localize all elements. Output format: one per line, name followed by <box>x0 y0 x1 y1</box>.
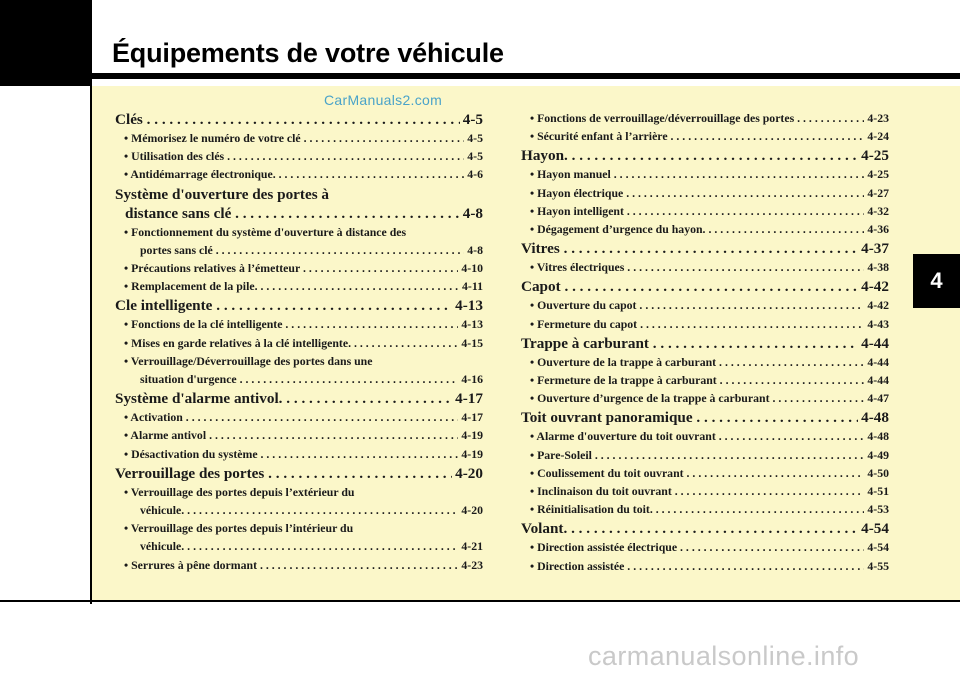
toc-entry-page: 4-44 <box>864 353 889 371</box>
toc-section-entry[interactable] <box>115 296 483 315</box>
toc-entry-page: 4-48 <box>858 408 889 427</box>
toc-entry-label: distance sans clé <box>125 204 232 222</box>
toc-subentry[interactable] <box>521 202 889 220</box>
toc-entry-label: Vitres <box>521 240 560 258</box>
toc-entry-leader <box>530 446 889 464</box>
toc-entry-leader <box>124 556 483 574</box>
toc-entry-leader <box>124 165 483 183</box>
toc-entry-leader <box>530 389 889 407</box>
toc-entry-page: 4-50 <box>864 464 889 482</box>
toc-subentry[interactable] <box>521 258 889 276</box>
toc-subentry[interactable] <box>521 184 889 202</box>
toc-entry-page: 4-5 <box>460 110 483 129</box>
toc-section-entry[interactable] <box>521 334 889 353</box>
toc-entry-label: Verrouillage des portes <box>115 464 265 482</box>
toc-subentry[interactable] <box>115 277 483 295</box>
toc-entry-page: 4-55 <box>864 557 889 575</box>
toc-entry-label: • Coulissement du toit ouvrant <box>530 465 684 480</box>
toc-subentry[interactable] <box>521 427 889 445</box>
toc-entry-leader <box>530 538 889 556</box>
toc-subentry[interactable] <box>115 483 483 519</box>
toc-entry-page: 4-38 <box>864 258 889 276</box>
toc-entry-page: 4-42 <box>858 277 889 296</box>
toc-entry-label: Trappe à carburant <box>521 334 649 352</box>
toc-entry-leader <box>530 500 889 518</box>
toc-entry-label: • Alarme antivol <box>124 428 207 443</box>
toc-entry-label: • Direction assistée <box>530 558 625 573</box>
toc-entry-label-line1: • Verrouillage/Déverrouillage des portes dans une <box>124 353 373 368</box>
toc-entry-label: • Alarme d'ouverture du toit ouvrant <box>530 429 716 444</box>
toc-section-entry[interactable] <box>115 185 483 223</box>
toc-entry-leader <box>124 147 483 165</box>
toc-entry-label: • Pare-Soleil <box>530 447 592 462</box>
toc-subentry[interactable] <box>115 129 483 147</box>
toc-entry-label: • Fonctions de verrouillage/déverrouillage des portes <box>530 111 795 125</box>
toc-entry-page: 4-37 <box>858 239 889 258</box>
toc-entry-page: 4-17 <box>458 408 483 426</box>
toc-entry-label: • Activation <box>124 410 183 425</box>
toc-subentry[interactable] <box>521 296 889 314</box>
toc-subentry[interactable] <box>115 556 483 574</box>
toc-entry-label: • Précautions relatives à l’émetteur <box>124 261 301 276</box>
toc-entry-label: portes sans clé <box>140 242 213 257</box>
toc-entry-leader <box>124 334 483 352</box>
toc-entry-leader <box>115 464 483 483</box>
toc-entry-page: 4-13 <box>452 296 483 315</box>
toc-subentry[interactable] <box>115 426 483 444</box>
toc-entry-leader <box>530 371 889 389</box>
toc-entry-label: Cle intelligente <box>115 297 213 315</box>
toc-entry-line2[interactable] <box>124 537 483 555</box>
toc-subentry[interactable] <box>521 446 889 464</box>
toc-entry-label: • Hayon manuel <box>530 167 611 182</box>
toc-entry-label-line1: Système d'ouverture des portes à <box>115 185 330 203</box>
toc-entry-label: • Hayon intelligent <box>530 203 624 218</box>
toc-entry-page: 4-11 <box>459 277 483 295</box>
toc-subentry[interactable] <box>115 259 483 277</box>
toc-entry-page: 4-8 <box>460 204 483 223</box>
toc-entry-line2[interactable] <box>124 501 483 519</box>
toc-entry-leader <box>115 296 483 315</box>
toc-subentry[interactable] <box>521 500 889 518</box>
toc-entry-label: • Sécurité enfant à l’arrière <box>530 129 668 144</box>
toc-entry-page: 4-17 <box>452 389 483 408</box>
toc-column-left <box>115 109 483 574</box>
toc-entry-page: 4-47 <box>864 389 889 407</box>
toc-subentry[interactable] <box>521 482 889 500</box>
toc-entry-leader <box>530 165 889 183</box>
toc-section-entry[interactable] <box>115 464 483 483</box>
toc-entry-label: • Ouverture du capot <box>530 298 637 313</box>
toc-entry-leader <box>530 353 889 371</box>
toc-entry-page: 4-5 <box>464 147 483 165</box>
toc-entry-leader <box>530 202 889 220</box>
toc-entry-leader <box>115 110 483 129</box>
toc-entry-line2[interactable] <box>124 241 483 259</box>
toc-entry-label: • Désactivation du système <box>124 446 258 461</box>
toc-entry-label: • Réinitialisation du toit. <box>530 502 653 517</box>
toc-entry-label: Système d'alarme antivol. <box>115 390 283 408</box>
toc-entry-leader <box>521 146 889 165</box>
toc-entry-page: 4-21 <box>458 537 483 555</box>
toc-column-right <box>521 109 889 575</box>
toc-entry-label: • Remplacement de la pile. <box>124 279 258 294</box>
toc-entry-page: 4-42 <box>864 296 889 314</box>
toc-section-entry[interactable] <box>521 239 889 258</box>
toc-entry-leader <box>530 427 889 445</box>
toc-section-entry[interactable] <box>521 146 889 165</box>
toc-entry-label: • Mémorisez le numéro de votre clé <box>124 131 301 145</box>
toc-entry-page: 4-44 <box>864 371 889 389</box>
toc-entry-label: • Fermeture de la trappe à carburant <box>530 373 717 388</box>
toc-entry-page: 4-13 <box>458 315 483 333</box>
toc-entry-leader <box>124 426 483 444</box>
toc-subentry[interactable] <box>115 445 483 463</box>
toc-entry-page: 4-25 <box>858 146 889 165</box>
toc-entry-leader <box>530 220 889 238</box>
corner-block <box>0 0 91 86</box>
toc-entry-page: 4-20 <box>458 501 483 519</box>
toc-entry-label: Clés <box>115 111 143 128</box>
toc-entry-label: véhicule. <box>140 539 185 554</box>
toc-entry-label-line1: • Fonctionnement du système d'ouverture à distance des <box>124 224 407 239</box>
toc-subentry[interactable] <box>521 371 889 389</box>
toc-section-entry[interactable] <box>521 519 889 538</box>
toc-entry-leader <box>530 464 889 482</box>
toc-entry-page: 4-19 <box>458 445 483 463</box>
toc-entry-label-line1: • Verrouillage des portes depuis l’intérieur du <box>124 521 354 536</box>
toc-entry-page: 4-15 <box>458 334 483 352</box>
toc-entry-leader <box>124 277 483 295</box>
toc-entry-leader <box>530 296 889 314</box>
toc-subentry[interactable] <box>115 408 483 426</box>
toc-entry-page: 4-25 <box>864 165 889 183</box>
toc-entry-page: 4-24 <box>864 127 889 145</box>
toc-entry-leader <box>521 519 889 538</box>
toc-entry-label: Capot <box>521 278 561 296</box>
toc-entry-leader <box>124 445 483 463</box>
toc-entry-label: • Mises en garde relatives à la clé intelligente. <box>124 335 352 350</box>
toc-entry-label: • Ouverture d’urgence de la trappe à carburant <box>530 391 770 406</box>
chapter-tab[interactable]: 4 <box>913 254 960 308</box>
toc-entry-label: • Direction assistée électrique <box>530 540 678 555</box>
toc-entry-label: situation d'urgence <box>140 372 237 387</box>
toc-entry-page: 4-51 <box>864 482 889 500</box>
toc-entry-leader <box>140 537 483 555</box>
toc-subentry[interactable] <box>115 315 483 333</box>
toc-entry-leader <box>530 557 889 575</box>
toc-entry-leader <box>124 315 483 333</box>
toc-entry-line2[interactable] <box>124 370 483 388</box>
toc-entry-leader <box>530 258 889 276</box>
toc-entry-page: 4-32 <box>864 202 889 220</box>
toc-subentry[interactable] <box>521 389 889 407</box>
toc-entry-label: • Vitres électriques <box>530 260 625 275</box>
toc-entry-leader <box>125 204 483 223</box>
watermark-top: CarManuals2.com <box>324 92 443 108</box>
toc-entry-leader <box>115 389 483 408</box>
toc-entry-label: • Dégagement d’urgence du hayon. <box>530 222 706 237</box>
bottom-rule <box>0 600 960 602</box>
toc-subentry[interactable] <box>521 538 889 556</box>
toc-entry-page: 4-10 <box>458 259 483 277</box>
toc-entry-leader <box>530 127 889 145</box>
toc-subentry[interactable] <box>521 315 889 333</box>
toc-entry-label: • Fonctions de la clé intelligente <box>124 317 283 332</box>
toc-subentry[interactable] <box>115 223 483 259</box>
toc-entry-leader <box>140 241 483 259</box>
toc-entry-leader <box>521 239 889 258</box>
toc-entry-leader <box>521 334 889 353</box>
toc-section-entry[interactable] <box>115 389 483 408</box>
toc-entry-page: 4-16 <box>458 370 483 388</box>
toc-entry-leader <box>124 129 483 147</box>
toc-entry-label: • Hayon électrique <box>530 185 624 200</box>
toc-entry-page: 4-8 <box>464 241 483 259</box>
toc-entry-page: 4-6 <box>464 165 483 183</box>
toc-entry-leader <box>140 501 483 519</box>
toc-entry-page: 4-53 <box>864 500 889 518</box>
toc-entry-leader <box>124 259 483 277</box>
toc-section-entry[interactable] <box>115 110 483 129</box>
toc-entry-label: • Fermeture du capot <box>530 316 638 331</box>
toc-subentry[interactable] <box>521 165 889 183</box>
toc-subentry[interactable] <box>115 352 483 388</box>
toc-entry-page: 4-27 <box>864 184 889 202</box>
toc-entry-label: • Serrures à pêne dormant <box>124 557 258 572</box>
toc-entry-page: 4-44 <box>858 334 889 353</box>
toc-entry-label: Hayon. <box>521 147 568 165</box>
toc-subentry[interactable] <box>521 127 889 145</box>
toc-entry-page: 4-23 <box>458 556 483 574</box>
toc-entry-page: 4-36 <box>864 220 889 238</box>
toc-subentry[interactable] <box>115 334 483 352</box>
toc-entry-label: • Ouverture de la trappe à carburant <box>530 354 717 369</box>
toc-entry-page: 4-19 <box>458 426 483 444</box>
toc-entry-leader <box>530 184 889 202</box>
toc-entry-label: véhicule. <box>140 503 185 518</box>
toc-entry-page: 4-54 <box>858 519 889 538</box>
toc-entry-page: 4-54 <box>864 538 889 556</box>
toc-entry-leader <box>124 408 483 426</box>
toc-entry-label: Volant. <box>521 520 568 538</box>
header-rule <box>91 73 960 79</box>
toc-subentry[interactable] <box>521 464 889 482</box>
toc-entry-label: • Utilisation des clés <box>124 149 225 164</box>
toc-subentry[interactable] <box>521 220 889 238</box>
toc-entry-leader <box>521 277 889 296</box>
toc-entry-page: 4-43 <box>864 315 889 333</box>
toc-entry-leader <box>140 370 483 388</box>
page-title: Équipements de votre véhicule <box>112 38 504 68</box>
toc-entry-page: 4-23 <box>864 109 889 127</box>
toc-entry-leader <box>530 315 889 333</box>
toc-section-entry[interactable] <box>521 408 889 427</box>
watermark-bottom: carmanualsonline.info <box>588 641 860 671</box>
toc-entry-leader <box>530 482 889 500</box>
toc-entry-leader <box>530 109 889 127</box>
toc-subentry[interactable] <box>115 519 483 555</box>
toc-entry-page: 4-5 <box>464 129 483 147</box>
toc-subentry[interactable] <box>521 557 889 575</box>
left-margin-rule <box>90 0 92 604</box>
toc-subentry[interactable] <box>521 109 889 127</box>
toc-entry-label: • Inclinaison du toit ouvrant <box>530 484 672 499</box>
toc-section-entry[interactable] <box>521 277 889 296</box>
toc-entry-label-line1: • Verrouillage des portes depuis l’extérieur du <box>124 484 355 499</box>
toc-entry-page: 4-48 <box>864 427 889 445</box>
toc-entry-page: 4-20 <box>452 464 483 483</box>
toc-entry-label: • Antidémarrage électronique. <box>124 167 276 182</box>
toc-entry-leader <box>521 408 889 427</box>
toc-entry-line2[interactable] <box>115 204 483 223</box>
toc-subentry[interactable] <box>115 165 483 183</box>
toc-entry-page: 4-49 <box>864 446 889 464</box>
toc-subentry[interactable] <box>115 147 483 165</box>
toc-subentry[interactable] <box>521 353 889 371</box>
toc-entry-label: Toit ouvrant panoramique <box>521 409 693 427</box>
